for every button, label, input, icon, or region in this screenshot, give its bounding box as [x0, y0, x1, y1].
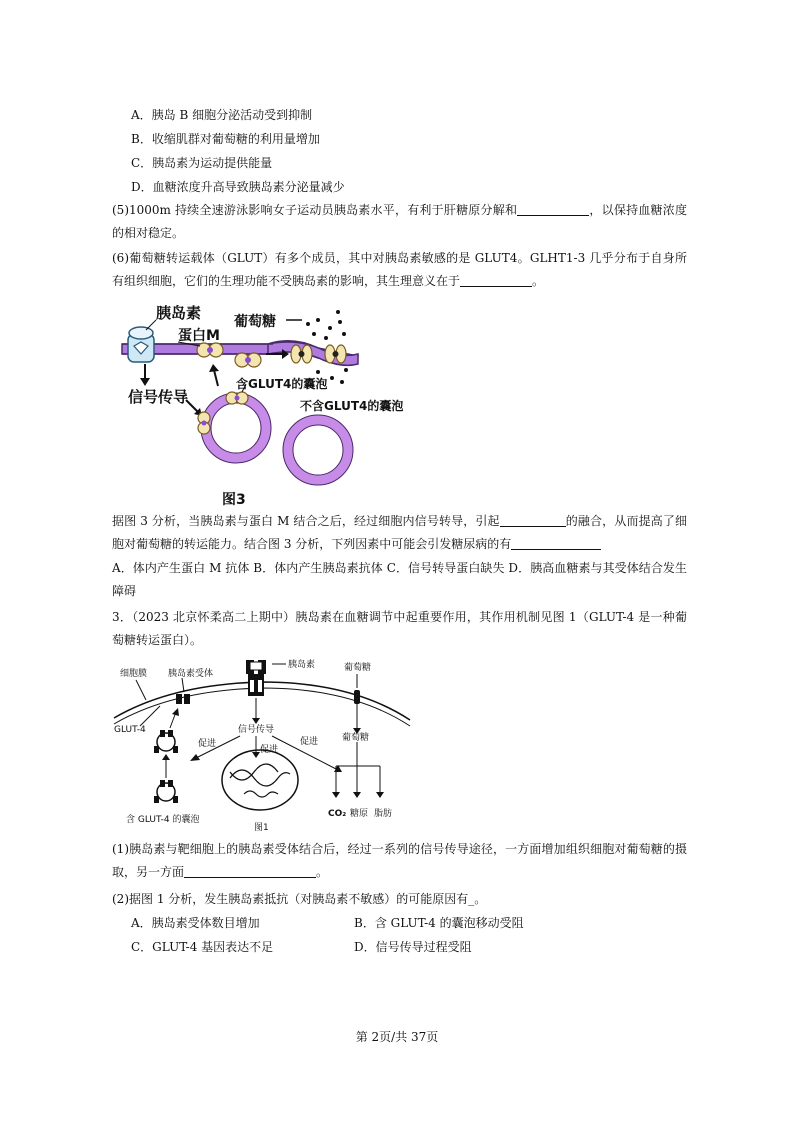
answer-blank[interactable] [460, 273, 532, 287]
q5-text-a: (5)1000m 持续全速游泳影响女子运动员胰岛素水平，有利于肝糖原分解和 [112, 203, 518, 217]
q32-option-a: A．胰岛素受体数目增加 [131, 916, 260, 930]
label-promote-right: 促进 [300, 737, 319, 747]
label-signal: 信号传导 [238, 725, 275, 735]
vesicle-with-glut4 [206, 398, 266, 458]
q31-text-b: 。 [316, 865, 329, 879]
insulin-receptor-icon [246, 660, 266, 696]
page-footer: 第 2页/共 37页 [355, 1030, 439, 1044]
q32-option-d: D．信号传导过程受阻 [354, 940, 472, 954]
question-6 [112, 247, 687, 293]
nucleus [222, 750, 298, 810]
answer-blank[interactable] [184, 864, 316, 878]
question-3-2: (2)据图 1 分析，发生胰岛素抵抗（对胰岛素不敏感）的可能原因有_。 [112, 892, 487, 906]
q6-text-b: 。 [532, 274, 545, 288]
figure-1 [112, 654, 412, 832]
answer-blank[interactable] [511, 536, 601, 550]
qf3-text-b: 的融合，从而提高了细胞对葡萄糖的转运能力。结合图 3 分析，下列因素中可能会引发糖尿病的有 [112, 514, 687, 551]
vesicle-icon [154, 730, 178, 753]
label-glucose-inner: 葡萄糖 [342, 733, 370, 743]
vesicle-without-glut4 [288, 420, 348, 480]
label-insulin: 胰岛素 [156, 304, 202, 322]
label-protein-m: 蛋白M [178, 328, 220, 344]
label-glucose: 葡萄糖 [234, 314, 276, 330]
q31-text-a: (1)胰岛素与靶细胞上的胰岛素受体结合后，经过一系列的信号传导途径，一方面增加组织细胞对葡萄糖的摄取，另一方面 [112, 842, 687, 879]
label-promote-left: 促进 [198, 739, 217, 749]
label-glucose-top: 葡萄糖 [344, 663, 372, 673]
figure-1-caption: 图1 [254, 823, 269, 832]
label-glut4: GLUT-4 [114, 725, 146, 735]
label-vesicle: 含 GLUT-4 的囊泡 [126, 815, 200, 825]
label-co2: CO₂ [328, 809, 347, 819]
option-b: B．收缩肌群对葡萄糖的利用量增加 [131, 132, 320, 146]
label-membrane: 细胞膜 [120, 669, 148, 679]
vesicle-icon [154, 780, 178, 803]
label-glycogen: 糖原 [350, 809, 369, 819]
q6-text-a: (6)葡萄糖转运载体（GLUT）有多个成员，其中对胰岛素敏感的是 GLUT4。GLHT1-3 几乎分布于自身所有组织细胞，它们的生理功能不受胰岛素的影响，其生理意义在于 [112, 251, 687, 288]
glut4-icon [198, 412, 210, 434]
glut4-icon [226, 392, 248, 404]
q32-option-c: C．GLUT-4 基因表达不足 [131, 940, 274, 954]
glut4-icon [235, 353, 261, 367]
label-vesicle-with: 含GLUT4的囊泡 [236, 377, 328, 391]
answer-blank[interactable] [517, 202, 589, 216]
option-d: D．血糖浓度升高导致胰岛素分泌量减少 [131, 180, 345, 194]
answer-blank[interactable] [500, 513, 566, 527]
q32-option-b: B．含 GLUT-4 的囊泡移动受阻 [354, 916, 524, 930]
label-receptor: 胰岛素受体 [168, 669, 214, 679]
label-fat: 脂肪 [374, 809, 393, 819]
question-5 [112, 199, 687, 245]
q5-text-b: ，以保持血糖浓度的相对稳定。 [112, 203, 687, 240]
question-3-1 [112, 838, 687, 884]
qf3-text-a: 据图 3 分析，当胰岛素与蛋白 M 结合之后，经过细胞内信号转导，引起 [112, 514, 500, 528]
label-insulin: 胰岛素 [288, 660, 316, 670]
figure-3 [118, 298, 438, 510]
option-c: C．胰岛素为运动提供能量 [131, 156, 273, 170]
question-fig3-options: A．体内产生蛋白 M 抗体 B．体内产生胰岛素抗体 C．信号转导蛋白缺失 D．胰高血糖素与其受体结合发生障碍 [112, 561, 687, 598]
option-a: A．胰岛 B 细胞分泌活动受到抑制 [131, 108, 313, 122]
protein-m-icon [128, 327, 154, 362]
label-vesicle-without: 不含GLUT4的囊泡 [300, 399, 404, 413]
label-promote-mid: 促进 [260, 745, 279, 755]
question-fig3 [112, 510, 687, 556]
figure-3-caption: 图3 [222, 492, 246, 508]
label-signal: 信号传导 [128, 388, 189, 406]
question-3-intro: 3．（2023 北京怀柔高二上期中）胰岛素在血糖调节中起重要作用，其作用机制见图 1（GLUT-4 是一种葡萄糖转运蛋白）。 [112, 610, 687, 647]
